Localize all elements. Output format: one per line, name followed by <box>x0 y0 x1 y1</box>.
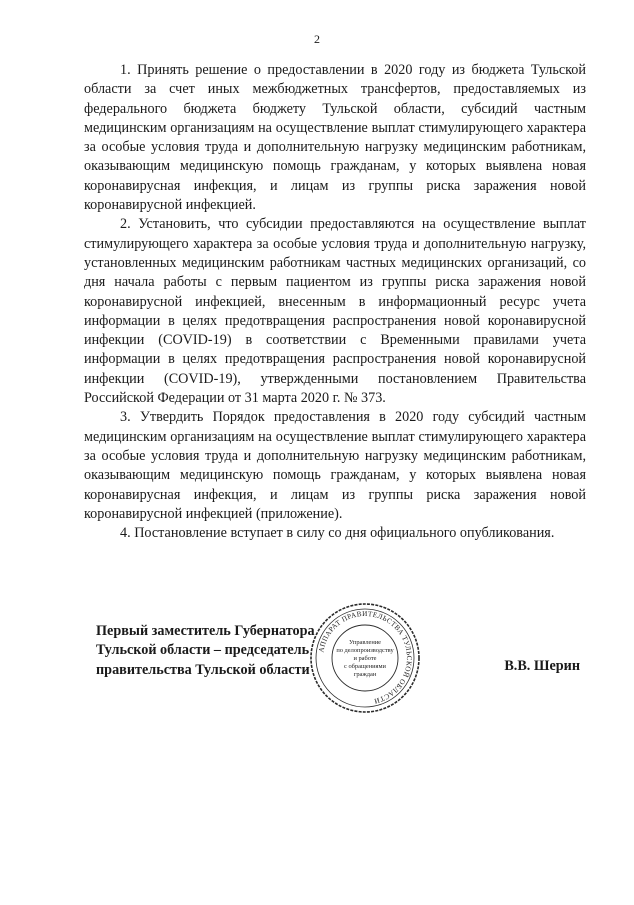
paragraph-4: 4. Постановление вступает в силу со дня официального опубликования. <box>120 525 555 542</box>
seal-center-line: граждан <box>353 671 377 678</box>
seal-center-line: Управление <box>348 639 382 646</box>
signature-block <box>84 609 586 782</box>
paragraph-3: 3. Утвердить Порядок предоставления в 2020 году субсидий частным медицинским организациям на осуществление выплат стимулирующего характера за особые условия труда и дополнительную нагрузку медицинским работникам, оказывающим медицинскую помощь гражданам, у которых выявлена новая коронавирусная инфекция, и лицам из группы риска заражения новой коронавирусной инфекцией (приложение). <box>84 409 586 522</box>
signer-position <box>96 622 315 680</box>
official-seal-stamp <box>309 602 421 714</box>
seal-ring-text: АППАРАТ ПРАВИТЕЛЬСТВА ТУЛЬСКОЙ ОБЛАСТИ <box>317 609 414 706</box>
paragraph-1: 1. Принять решение о предоставлении в 2020 году из бюджета Тульской области за счет иных межбюджетных трансфертов, предоставляемых из федерального бюджета бюджету Тульской области, субсидий частным медицинским организациям на осуществление выплат стимулирующего характера за особые условия труда и дополнительную нагрузку медицинским работникам, оказывающим медицинскую помощь гражданам, у которых выявлена новая коронавирусная инфекция, и лицам из группы риска заражения новой коронавирусной инфекцией. <box>84 62 586 214</box>
signer-position-line: Первый заместитель Губернатора <box>96 623 315 639</box>
seal-center-line: по делопроизводству <box>336 647 394 654</box>
signer-name: В.В. Шерин <box>504 658 580 674</box>
page-number: 2 <box>314 32 320 46</box>
paragraph-2: 2. Установить, что субсидии предоставляются на осуществление выплат стимулирующего характера за особые условия труда и дополнительную нагрузку, установленных медицинским работникам частных медицинских организаций, со дня начала работы с первым пациентом из группы риска заражения новой коронавирусной инфекцией, внесенным в информационный ресурс учета информации в целях предотвращения распространения новой коронавирусной инфекции (COVID-19) в соответствии с Временными правилами учета информации в целях предотвращения распространения новой коронавирусной инфекции (COVID-19), утвержденными постановлением Правительства Российской Федерации от 31 марта 2020 г. № 373. <box>84 216 586 407</box>
seal-center-line: с обращениями <box>344 663 386 670</box>
seal-center-line: и работе <box>353 655 377 662</box>
signer-position-line: Тульской области – председатель <box>96 642 310 659</box>
signer-position-line: правительства Тульской области <box>96 661 310 678</box>
document-body <box>84 61 586 543</box>
